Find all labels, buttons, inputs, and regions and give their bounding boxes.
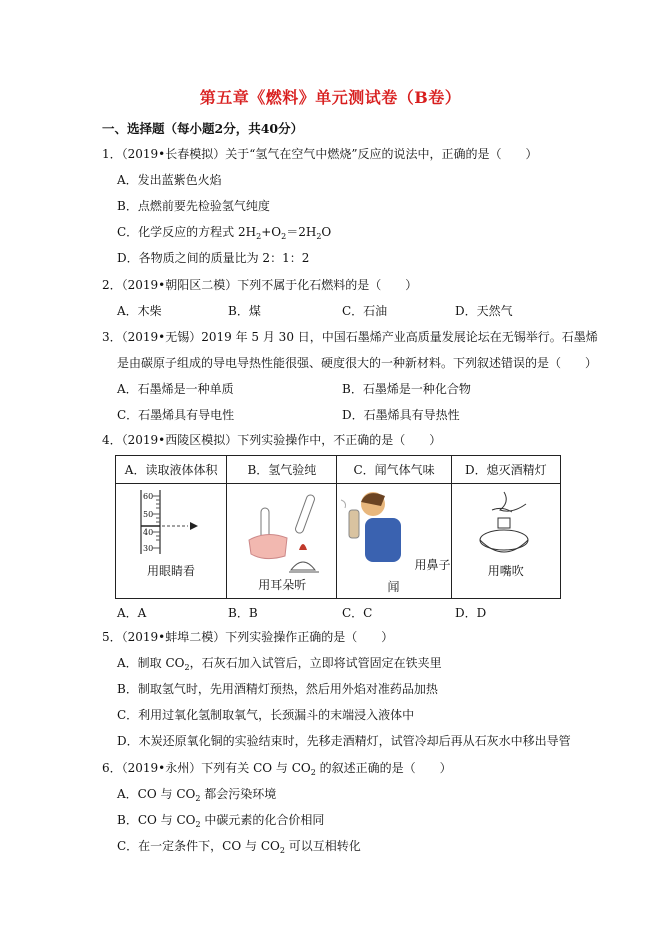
scale-30: 30 — [143, 544, 154, 553]
question-3-stem-cont: 是由碳原子组成的导电导热性能很强、硬度很大的一种新材料。下列叙述错误的是（ ） — [117, 356, 598, 370]
q1-option-b: B．点燃前要先检验氢气纯度 — [117, 199, 270, 213]
caption-c-1: 用鼻子 — [414, 558, 451, 572]
subscript: 2 — [316, 232, 322, 241]
text: C．在一定条件下，CO 与 CO — [117, 839, 280, 853]
subscript: 2 — [195, 820, 201, 829]
q3-option-c: C．石墨烯具有导电性 — [117, 408, 235, 422]
text: C．化学反应的方程式 2H — [117, 225, 257, 239]
text: 都会污染环境 — [200, 787, 277, 801]
q3-option-a: A．石墨烯是一种单质 — [117, 382, 234, 396]
text: 的叙述正确的是（ ） — [315, 761, 452, 775]
q2-option-b: B．煤 — [228, 304, 261, 318]
subscript: 2 — [279, 846, 285, 855]
q4-option-c: C．C — [342, 606, 373, 620]
scale-60: 60 — [143, 492, 154, 501]
q3-option-b: B．石墨烯是一种化合物 — [342, 382, 471, 396]
question-4-stem: 4．（2019•西陵区模拟）下列实验操作中，不正确的是（ ） — [102, 433, 442, 447]
section-heading: 一、选择题（每小题2分，共40分） — [102, 121, 304, 136]
q5-option-a — [117, 655, 442, 671]
caption-a: 用眼睛看 — [147, 564, 196, 578]
text: A．CO 与 CO — [117, 787, 196, 801]
q5-option-c: C．利用过氧化氢制取氧气，长颈漏斗的末端浸入液体中 — [117, 708, 415, 722]
q1-option-c — [117, 224, 331, 240]
text: A．制取 CO — [117, 656, 185, 670]
q6-option-b — [117, 812, 324, 828]
cell-read-volume — [116, 484, 226, 598]
caption-d: 用嘴吹 — [487, 564, 524, 578]
subscript: 2 — [256, 232, 262, 241]
q3-option-d: D．石墨烯具有导热性 — [342, 408, 460, 422]
scale-50: 50 — [143, 510, 154, 519]
q6-option-a — [117, 786, 276, 802]
header-a: A．读取液体体积 — [116, 456, 227, 484]
header-d: D．熄灭酒精灯 — [451, 456, 560, 484]
text: 可以互相转化 — [284, 839, 361, 853]
text: B．CO 与 CO — [117, 813, 196, 827]
text: ，石灰石加入试管后，立即将试管固定在铁夹里 — [189, 656, 442, 670]
text: O — [321, 225, 332, 239]
q2-option-c: C．石油 — [342, 304, 388, 318]
question-1-stem: 1．（2019•长春模拟）关于“氢气在空气中燃烧”反应的说法中，正确的是（ ） — [102, 147, 538, 161]
subscript: 2 — [281, 232, 287, 241]
alcohol-lamp-icon — [452, 488, 561, 558]
q1-option-d: D．各物质之间的质量比为 2：1：2 — [117, 251, 310, 265]
q4-option-d: D．D — [455, 606, 487, 620]
text: 6．（2019•永州）下列有关 CO 与 CO — [102, 761, 311, 775]
hand-test-tube-burner-icon — [227, 490, 337, 580]
text: +O — [261, 225, 282, 239]
cell-smell-gas — [337, 484, 450, 598]
text: 中碳元素的化合价相同 — [200, 813, 325, 827]
header-b: B．氢气验纯 — [227, 456, 337, 484]
header-c: C．闻气体气味 — [337, 456, 451, 484]
q4-option-b: B．B — [228, 606, 258, 620]
scale-40: 40 — [143, 528, 154, 537]
q6-option-c — [117, 838, 361, 854]
text: ＝2H — [286, 225, 317, 239]
caption-c-2: 闻 — [387, 580, 400, 594]
subscript: 2 — [195, 794, 201, 803]
q2-option-a: A．木柴 — [117, 304, 162, 318]
cell-hydrogen-test — [227, 484, 336, 598]
question-2-stem: 2．（2019•朝阳区二模）下列不属于化石燃料的是（ ） — [102, 278, 418, 292]
question-6-stem — [102, 760, 452, 776]
graduated-cylinder-icon — [116, 488, 227, 558]
q4-option-a: A．A — [117, 606, 147, 620]
question-5-stem: 5．（2019•蚌埠二模）下列实验操作正确的是（ ） — [102, 630, 394, 644]
caption-b: 用耳朵听 — [258, 578, 307, 592]
q2-option-d: D．天然气 — [455, 304, 513, 318]
question-3-stem: 3．（2019•无锡）2019 年 5 月 30 日，中国石墨烯产业高质量发展论坛在无锡举行。石墨烯 — [102, 330, 598, 344]
page-title: 第五章《燃料》单元测试卷（B卷） — [199, 88, 462, 107]
subscript: 2 — [184, 663, 190, 672]
q5-option-d: D．木炭还原氧化铜的实验结束时，先移走酒精灯，试管冷却后再从石灰水中移出导管 — [117, 734, 571, 748]
q4-table — [115, 455, 561, 599]
cell-extinguish-lamp — [452, 484, 560, 598]
subscript: 2 — [310, 768, 316, 777]
q5-option-b: B．制取氢气时，先用酒精灯预热，然后用外焰对准药品加热 — [117, 682, 438, 696]
q1-option-a: A．发出蓝紫色火焰 — [117, 173, 222, 187]
